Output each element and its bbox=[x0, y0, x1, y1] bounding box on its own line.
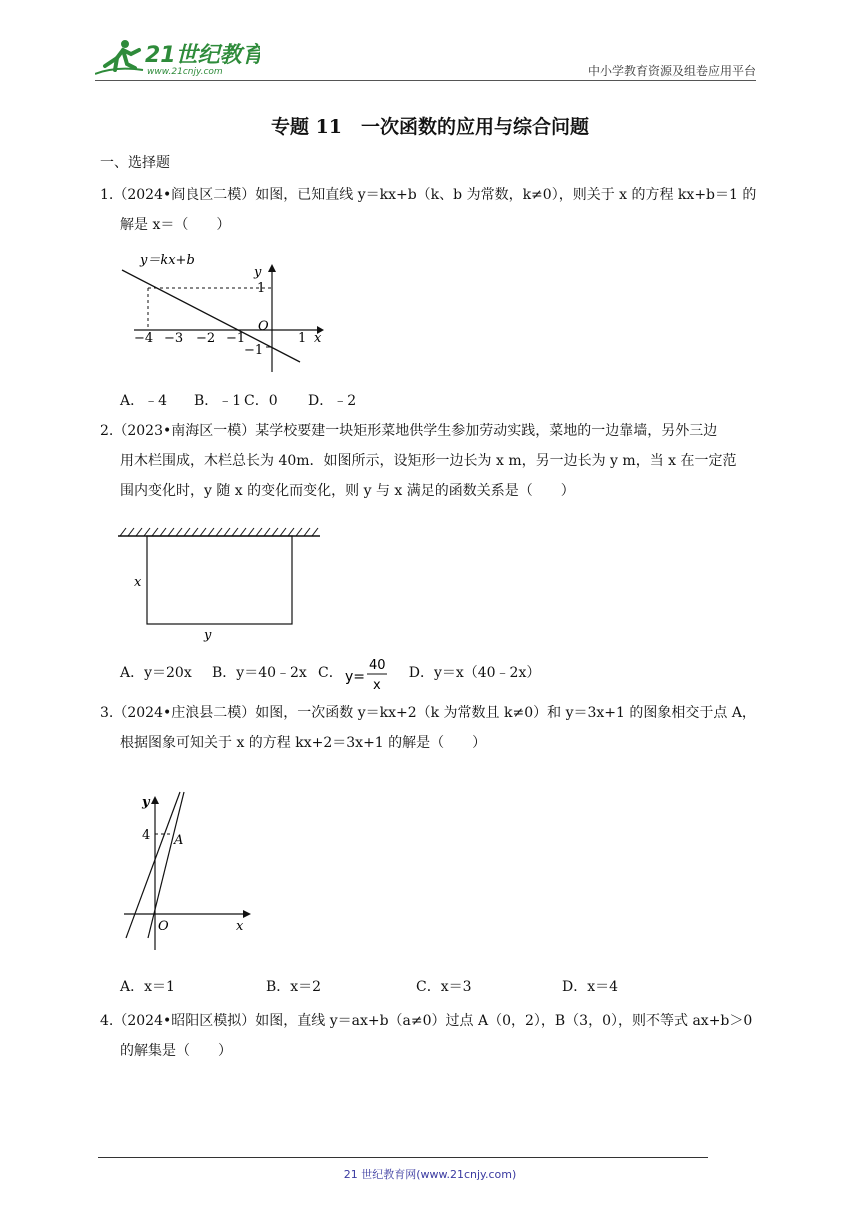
question-4 bbox=[100, 1006, 752, 1066]
svg-text:x: x bbox=[134, 575, 142, 590]
svg-text:A: A bbox=[174, 833, 184, 848]
runner-icon bbox=[95, 40, 143, 74]
q1-graph bbox=[112, 250, 327, 375]
q1-option-d[interactable]: D．﹣2 bbox=[308, 393, 357, 409]
svg-text:x: x bbox=[236, 919, 244, 934]
svg-text:x: x bbox=[314, 331, 322, 346]
question-2 bbox=[100, 416, 737, 506]
section-heading: 一、选择题 bbox=[100, 155, 170, 171]
q3-option-c[interactable]: C．x＝3 bbox=[416, 979, 472, 995]
svg-text:1: 1 bbox=[298, 331, 307, 346]
svg-text:1: 1 bbox=[257, 281, 266, 296]
header-divider bbox=[95, 80, 756, 81]
svg-text:y: y bbox=[204, 628, 212, 643]
q2-option-d[interactable]: D．y＝x（40﹣2x） bbox=[408, 665, 541, 681]
q1-option-a[interactable]: A．﹣4 bbox=[120, 393, 168, 409]
logo-url: www.21cnjy.com bbox=[147, 67, 223, 77]
question-1 bbox=[100, 180, 756, 240]
page-title: 专题 11 一次函数的应用与综合问题 bbox=[270, 116, 590, 138]
q1-option-b[interactable]: B．﹣1 bbox=[194, 393, 242, 409]
svg-text:−2: −2 bbox=[196, 331, 216, 346]
q3-option-b[interactable]: B．x＝2 bbox=[266, 979, 322, 995]
q1-line1: 1.（2024•阎良区二模）如图，已知直线 y＝kx+b（k、b 为常数，k≠0），则关于 x 的方程 kx+b＝1 的 bbox=[100, 187, 757, 203]
q3-graph bbox=[118, 790, 258, 955]
q4-line1: 4.（2024•昭阳区模拟）如图，直线 y＝ax+b（a≠0）过点 A（0，2），B（3，0），则不等式 ax+b＞0 bbox=[100, 1013, 753, 1029]
q3-option-a[interactable]: A．x＝1 bbox=[120, 979, 175, 995]
svg-text:−3: −3 bbox=[164, 331, 184, 346]
svg-text:40: 40 bbox=[368, 658, 386, 673]
q1-line2: 解是 x＝（ ） bbox=[120, 217, 231, 233]
footer-link[interactable]: 21 世纪教育网(www.21cnjy.com) bbox=[343, 1168, 517, 1181]
q1-option-c[interactable]: C．0 bbox=[244, 393, 278, 409]
q2-figure bbox=[118, 524, 323, 644]
q2-line3: 围内变化时，y 随 x 的变化而变化，则 y 与 x 满足的函数关系是（ ） bbox=[120, 483, 575, 499]
q3-option-d[interactable]: D．x＝4 bbox=[562, 979, 619, 995]
question-3 bbox=[100, 698, 756, 758]
svg-text:−1: −1 bbox=[226, 331, 246, 346]
svg-text:−4: −4 bbox=[134, 331, 154, 346]
q2-option-a[interactable]: A．y＝20x bbox=[120, 665, 192, 681]
svg-text:O: O bbox=[158, 919, 169, 934]
q2-option-b[interactable]: B．y＝40﹣2x bbox=[212, 665, 307, 681]
svg-text:y: y bbox=[142, 795, 150, 810]
q1-line-label: y＝kx+b bbox=[140, 253, 195, 268]
svg-text:−1: −1 bbox=[244, 343, 264, 358]
q2-option-c[interactable]: C． bbox=[318, 665, 343, 681]
q1-options bbox=[120, 390, 356, 410]
footer-divider bbox=[98, 1157, 708, 1158]
site-logo bbox=[95, 36, 260, 80]
svg-text:y: y bbox=[254, 265, 262, 280]
svg-text:y=: y= bbox=[344, 669, 365, 685]
svg-text:x: x bbox=[372, 678, 381, 693]
q2-line2: 用木栏围成，木栏总长为 40m．如图所示，设矩形一边长为 x m，另一边长为 y m，当 x 在一定范 bbox=[120, 453, 737, 469]
q4-line2: 的解集是（ ） bbox=[120, 1043, 232, 1059]
q2-option-c-formula bbox=[343, 655, 409, 695]
svg-text:O: O bbox=[258, 319, 269, 334]
svg-text:4: 4 bbox=[142, 828, 151, 843]
q3-options bbox=[120, 976, 618, 996]
logo-text: 21世纪教育 bbox=[145, 43, 260, 68]
platform-name: 中小学教育资源及组卷应用平台 bbox=[587, 64, 756, 78]
q2-line1: 2.（2023•南海区一模）某学校要建一块矩形菜地供学生参加劳动实践，菜地的一边靠墙，另外三边 bbox=[100, 423, 718, 439]
q3-line2: 根据图象可知关于 x 的方程 kx+2＝3x+1 的解是（ ） bbox=[120, 735, 487, 751]
q3-line1: 3.（2024•庄浪县二模）如图，一次函数 y＝kx+2（k 为常数且 k≠0）和 y＝3x+1 的图象相交于点 A， bbox=[100, 705, 756, 721]
